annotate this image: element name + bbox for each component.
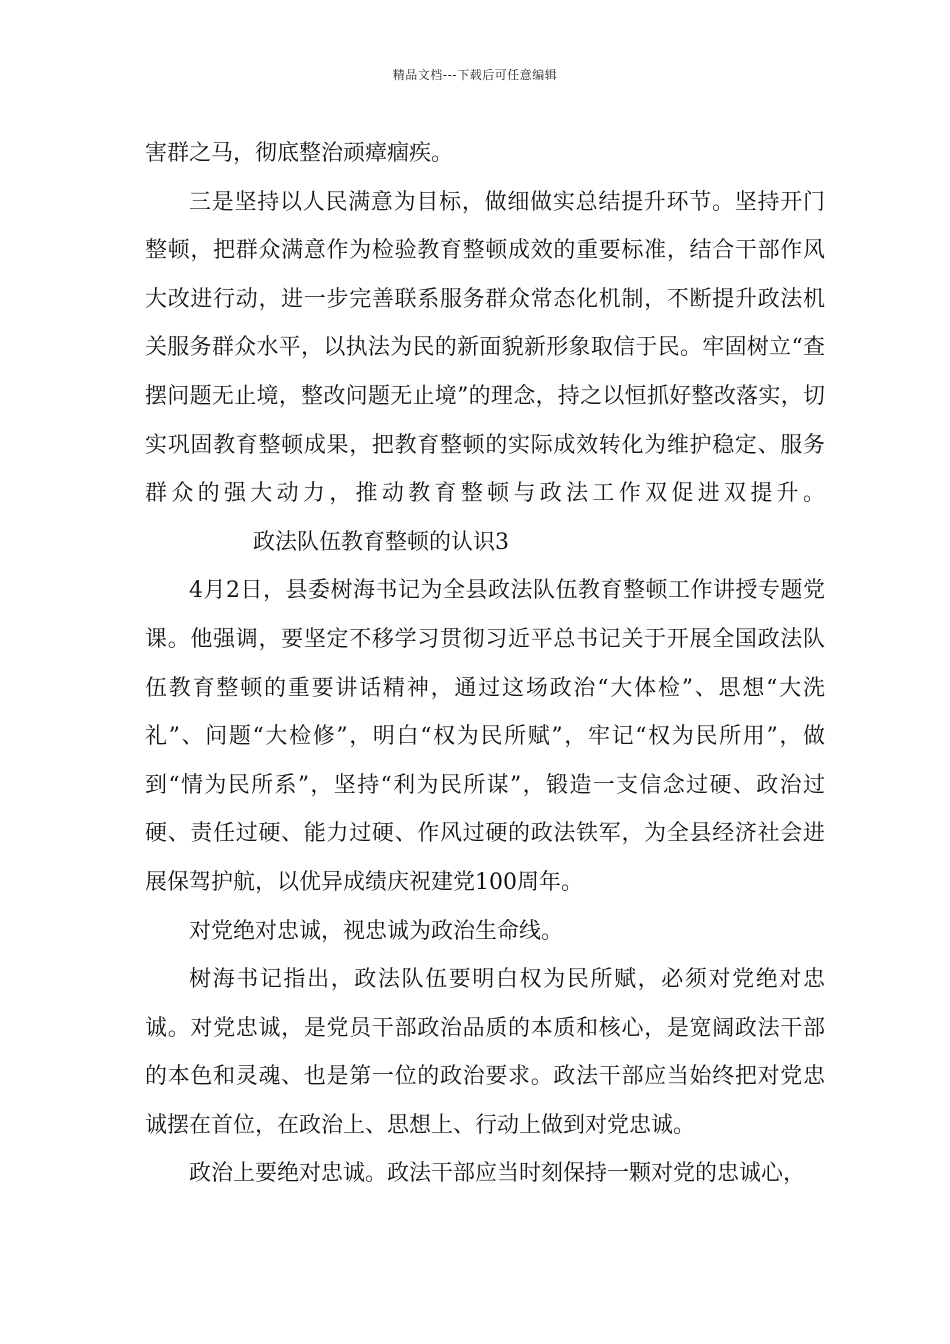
section-title-inline: 政法队伍教育整顿的认识3 xyxy=(253,529,509,555)
paragraph-2 xyxy=(145,179,825,568)
paragraph-3: 4月2日，县委树海书记为全县政法队伍教育整顿工作讲授专题党课。他强调，要坚定不移学习贯彻习近平总书记关于开展全国政法队伍教育整顿的重要讲话精神，通过这场政治“大体检”、思想“大洗礼”、问题“大检修”，明白“权为民所赋”，牢记“权为民所用”，做到“情为民所系”，坚持“利为民所谋”，锻造一支信念过硬、政治过硬、责任过硬、能力过硬、作风过硬的政法铁军，为全县经济社会进展保驾护航，以优异成绩庆祝建党100周年。 xyxy=(145,578,825,895)
document-body xyxy=(145,130,825,1199)
paragraph-4: 对党绝对忠诚，视忠诚为政治生命线。 xyxy=(189,918,564,944)
paragraph-5: 树海书记指出，政法队伍要明白权为民所赋，必须对党绝对忠诚。对党忠诚，是党员干部政治品质的本质和核心，是宽阔政法干部的本色和灵魂、也是第一位的政治要求。政法干部应当始终把对党忠诚摆在首位，在政治上、思想上、行动上做到对党忠诚。 xyxy=(145,967,825,1138)
page-header: 精品文档---下载后可任意编辑 xyxy=(392,68,558,82)
paragraph-2-text: 三是坚持以人民满意为目标，做细做实总结提升环节。坚持开门整顿，把群众满意作为检验教育整顿成效的重要标准，结合干部作风大改进行动，进一步完善联系服务群众常态化机制，不断提升政法机关服务群众水平，以执法为民的新面貌新形象取信于民。牢固树立“查摆问题无止境，整改问题无止境”的理念，持之以恒抓好整改落实，切实巩固教育整顿成果，把教育整顿的实际成效转化为维护稳定、服务群众的强大动力，推动教育整顿与政法工作双促进双提升。 xyxy=(145,189,825,507)
paragraph-1: 害群之马，彻底整治顽瘴痼疾。 xyxy=(145,141,454,166)
paragraph-6: 政治上要绝对忠诚。政法干部应当时刻保持一颗对党的忠诚心， xyxy=(189,1161,806,1187)
